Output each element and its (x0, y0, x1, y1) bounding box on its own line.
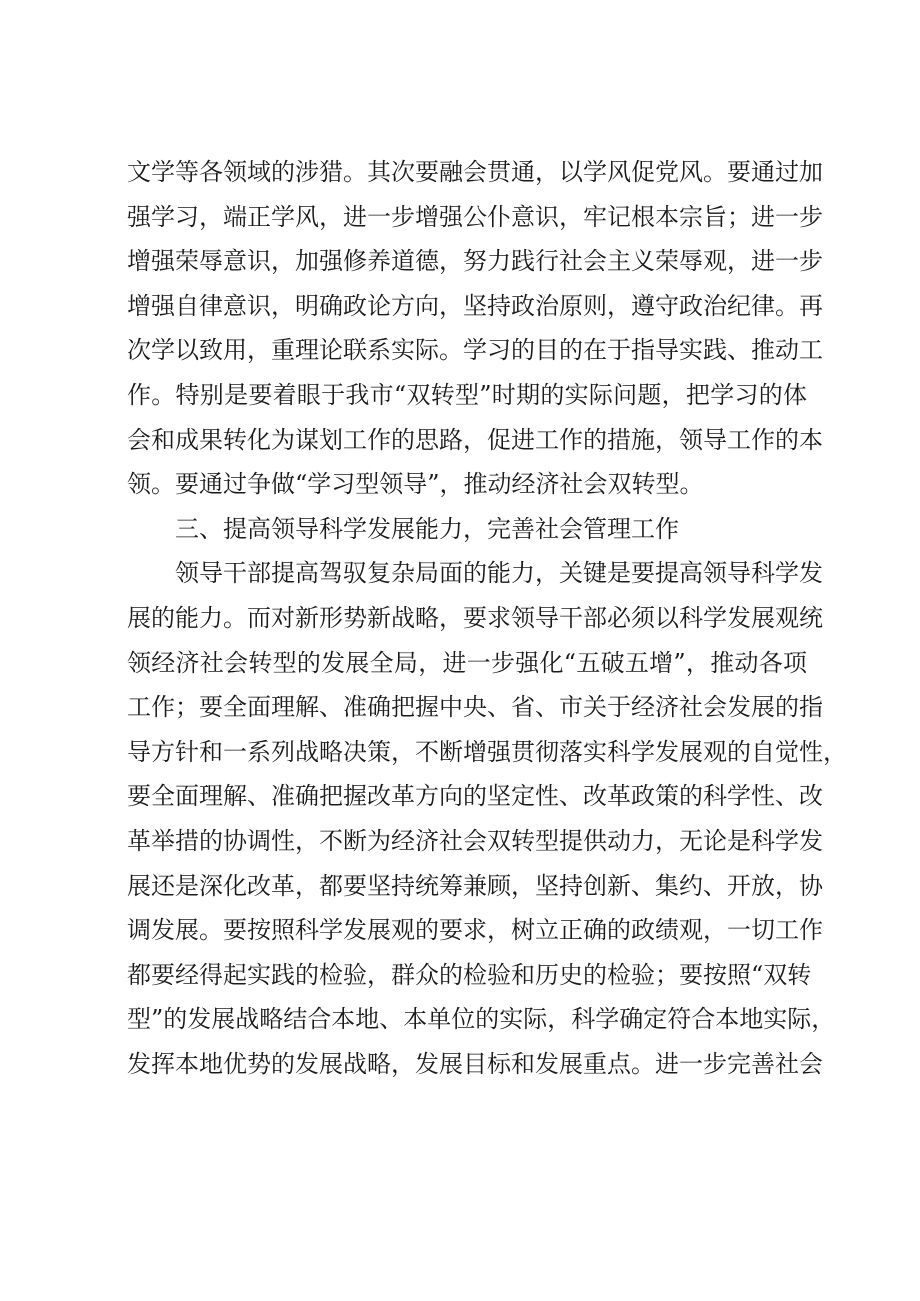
text-line: 文学等各领域的涉猎。其次要融会贯通，以学风促党风。要通过加 (127, 158, 823, 186)
text-line: 次学以致用，重理论联系实际。学习的目的在于指导实践、推动工 (127, 336, 823, 365)
text-line: 导方针和一系列战略决策，不断增强贯彻落实科学发展观的自觉性， (127, 737, 847, 766)
document-body (127, 150, 847, 1086)
text-line: 革举措的协调性，不断为经济社会双转型提供动力，无论是科学发 (127, 826, 823, 855)
text-line: 型”的发展战略结合本地、本单位的实际，科学确定符合本地实际， (127, 1005, 836, 1034)
text-line: 领。要通过争做“学习型领导”，推动经济社会双转型。 (127, 470, 704, 499)
text-line: 增强自律意识，明确政论方向，坚持政治原则，遵守政治纪律。再 (127, 291, 823, 320)
text-line: 调发展。要按照科学发展观的要求，树立正确的政绩观，一切工作 (127, 916, 823, 945)
section-paragraph (127, 551, 847, 1086)
paragraph-continuation (127, 150, 823, 507)
text-line: 强学习，端正学风，进一步增强公仆意识，牢记根本宗旨；进一步 (127, 202, 823, 231)
text-line: 展的能力。而对新形势新战略，要求领导干部必须以科学发展观统 (127, 603, 823, 632)
text-line: 领导干部提高驾驭复杂局面的能力，关键是要提高领导科学发 (175, 559, 823, 588)
text-line: 展还是深化改革，都要坚持统筹兼顾，坚持创新、集约、开放，协 (127, 871, 823, 900)
text-line: 会和成果转化为谋划工作的思路，促进工作的措施，领导工作的本 (127, 425, 823, 454)
text-line: 领经济社会转型的发展全局，进一步强化“五破五增”，推动各项 (127, 648, 807, 677)
text-line: 工作；要全面理解、准确把握中央、省、市关于经济社会发展的指 (127, 693, 823, 722)
text-line: 发挥本地优势的发展战略，发展目标和发展重点。进一步完善社会 (127, 1049, 823, 1078)
section-heading: 三、提高领导科学发展能力，完善社会管理工作 (175, 514, 679, 543)
text-line: 增强荣辱意识，加强修养道德，努力践行社会主义荣辱观，进一步 (127, 247, 823, 276)
text-line: 都要经得起实践的检验，群众的检验和历史的检验；要按照“双转 (127, 960, 812, 989)
text-line: 要全面理解、准确把握改革方向的坚定性、改革政策的科学性、改 (127, 782, 823, 811)
text-line: 作。特别是要着眼于我市“双转型”时期的实际问题，把学习的体 (127, 380, 807, 409)
